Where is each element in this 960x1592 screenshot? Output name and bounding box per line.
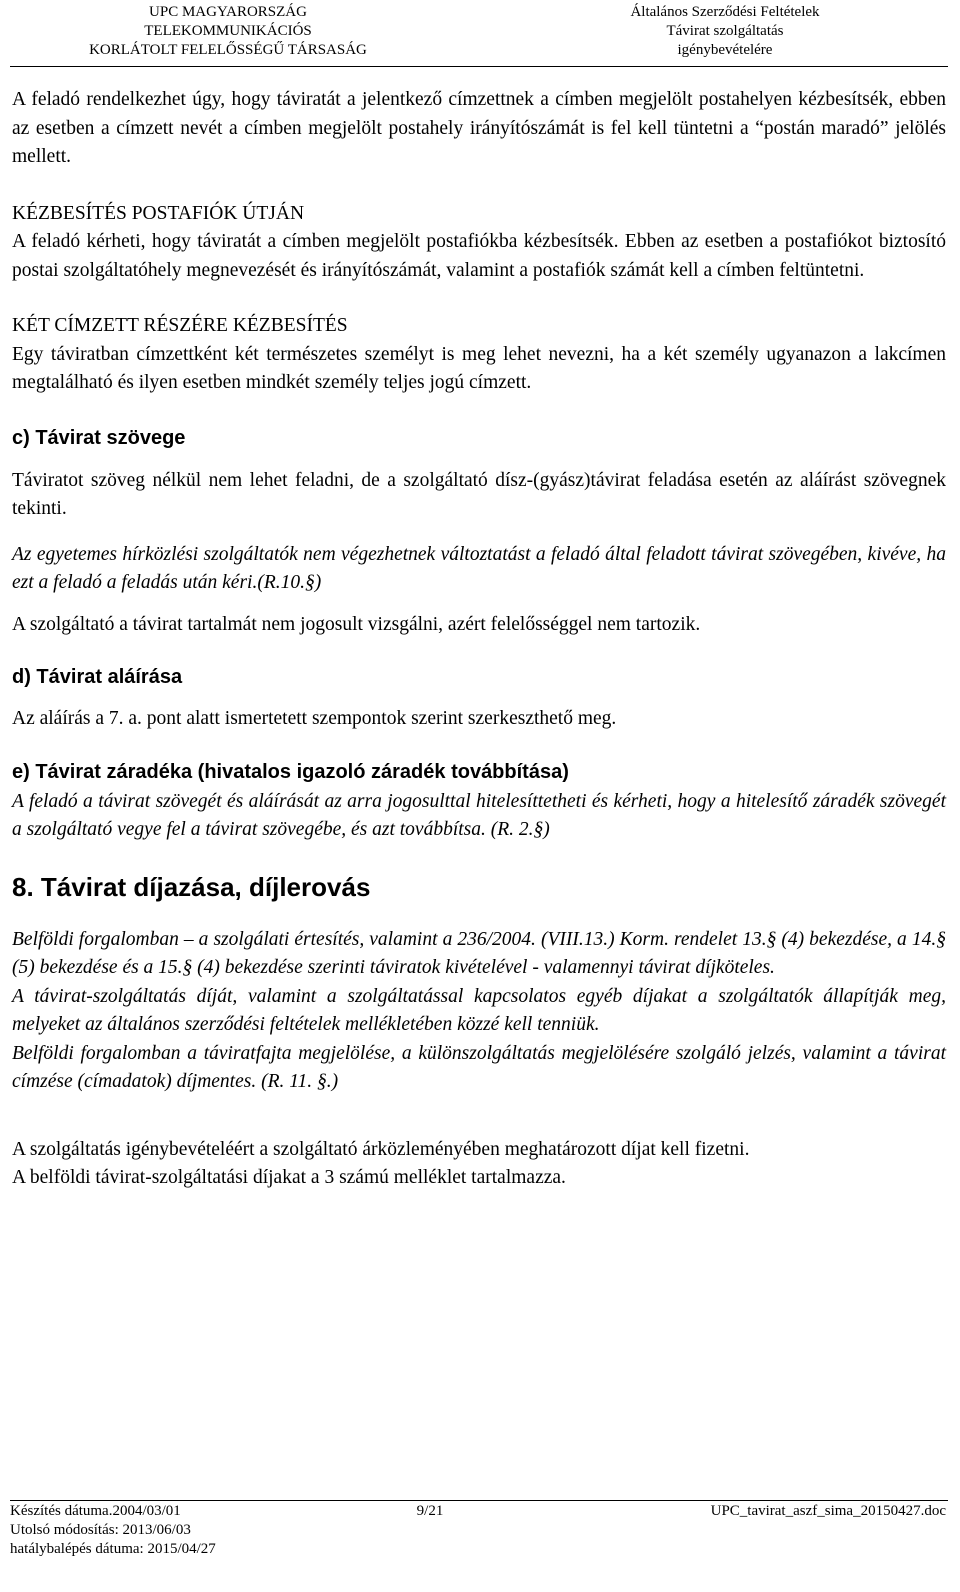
- page-header: [0, 0, 960, 68]
- header-divider: [10, 66, 948, 67]
- paragraph-tavirat-szovege: Táviratot szöveg nélkül nem lehet feladni, de a szolgáltató dísz-(gyász)távirat feladása esetén az aláírást szövegnek tekinti.: [12, 469, 946, 519]
- doc-title-line-1: Általános Szerződési Feltételek: [630, 4, 820, 20]
- paragraph-belfoldi-dijkoteles: Belföldi forgalomban – a szolgálati értesítés, valamint a 236/2004. (VIII.13.) Korm. rendelet 13.§ (4) bekezdése, a 14.§ (5) bekezdése és a 15.§ (4) bekezdése szerinti táviratok kivételével - valamennyi távirat díjköteles.: [12, 928, 946, 978]
- paragraph-postan-marado: A feladó rendelkezhet úgy, hogy táviratát a jelentkező címzettnek a címben megjelölt postahelyen kézbesítsék, ebben az esetben a címzett nevét a címben megjelölt postahely irányítószámát is fel kell tüntetni a “postán maradó” jelölés mellett.: [12, 89, 946, 167]
- paragraph-postafiok: A feladó kérheti, hogy táviratát a címben megjelölt postafiókba kézbesítsék. Ebben az esetben a postafiókot biztosító postai szolgáltatóhely megnevezését és irányítószámát, valamint a postafiók számát kell a címben feltüntetni.: [12, 231, 946, 281]
- page-number: 9/21: [416, 1503, 444, 1519]
- document-title-block: [600, 3, 850, 60]
- section-heading-e: e) Távirat záradéka (hivatalos igazoló záradék továbbítása): [12, 760, 569, 783]
- heading-postafiok: KÉZBESÍTÉS POSTAFIÓK ÚTJÁN: [12, 202, 305, 224]
- company-line-3: KORLÁTOLT FELELŐSSÉGŰ TÁRSASÁG: [89, 42, 367, 58]
- paragraph-zaradek: A feladó a távirat szövegét és aláírását az arra jogosulttal hitelesíttetheti és kérheti, hogy a hitelesítő záradék szövegét a szolgáltató vegye fel a távirat szövegébe, és azt továbbítsa. (R. 2.§): [12, 790, 946, 840]
- footer-filename: UPC_tavirat_aszf_sima_20150427.doc: [710, 1503, 946, 1519]
- company-line-2: TELEKOMMUNIKÁCIÓS: [144, 23, 312, 39]
- paragraph-egyetemes-szolgaltatok: Az egyetemes hírközlési szolgáltatók nem végezhetnek változtatást a feladó által feladott távirat szövegében, kivéve, ha ezt a feladó a feladás után kéri.(R.10.§): [12, 543, 946, 593]
- section-heading-d: d) Távirat aláírása: [12, 666, 183, 688]
- document-body: [12, 86, 946, 1193]
- company-line-1: UPC MAGYARORSZÁG: [149, 4, 307, 20]
- section-heading-c: c) Távirat szövege: [12, 426, 186, 449]
- doc-title-line-2: Távirat szolgáltatás: [666, 23, 784, 39]
- heading-ket-cimzett: KÉT CÍMZETT RÉSZÉRE KÉZBESÍTÉS: [12, 315, 348, 336]
- paragraph-dij-megallapitas: A távirat-szolgáltatás díját, valamint a szolgáltatással kapcsolatos egyéb díjakat a szolgáltatók állapítják meg, melyeket az általános szerződési feltételek mellékletében közzé kell tenniük.: [12, 985, 946, 1035]
- paragraph-ket-cimzett: Egy táviratban címzettként két természetes személyt is meg lehet nevezni, ha a két személy ugyanazon a lakcímen megtalálható és ilyen esetben mindkét személy teljes jogú címzett.: [12, 343, 946, 393]
- paragraph-alairas: Az aláírás a 7. a. pont alatt ismertetett szempontok szerint szerkeszthető meg.: [12, 708, 617, 729]
- footer-effective-date: hatálybalépés dátuma: 2015/04/27: [10, 1541, 216, 1557]
- paragraph-dijmentes: Belföldi forgalomban a táviratfajta megjelölése, a különszolgáltatás megjelölésére szolgáló jelzés, valamint a távirat címzése (címadatok) díjmentes. (R. 11. §.): [12, 1042, 946, 1092]
- paragraph-dijmelleklet: A belföldi távirat-szolgáltatási díjakat a 3 számú melléklet tartalmazza.: [12, 1167, 566, 1188]
- company-name-block: [78, 3, 378, 60]
- paragraph-tartalom-vizsgalat: A szolgáltató a távirat tartalmát nem jogosult vizsgálni, azért felelősséggel nem tartozik.: [12, 613, 701, 635]
- footer-created-date: Készítés dátuma.2004/03/01: [10, 1503, 181, 1519]
- doc-title-line-3: igénybevételére: [677, 42, 773, 58]
- footer-modified-date: Utolsó módosítás: 2013/06/03: [10, 1522, 191, 1538]
- footer-dates: [10, 1502, 216, 1559]
- section-heading-8: 8. Távirat díjazása, díjlerovás: [12, 871, 371, 902]
- paragraph-dijfizetes: A szolgáltatás igénybevételéért a szolgáltató árközleményében meghatározott díjat kell fizetni.: [12, 1138, 750, 1160]
- footer-divider: [10, 1500, 948, 1501]
